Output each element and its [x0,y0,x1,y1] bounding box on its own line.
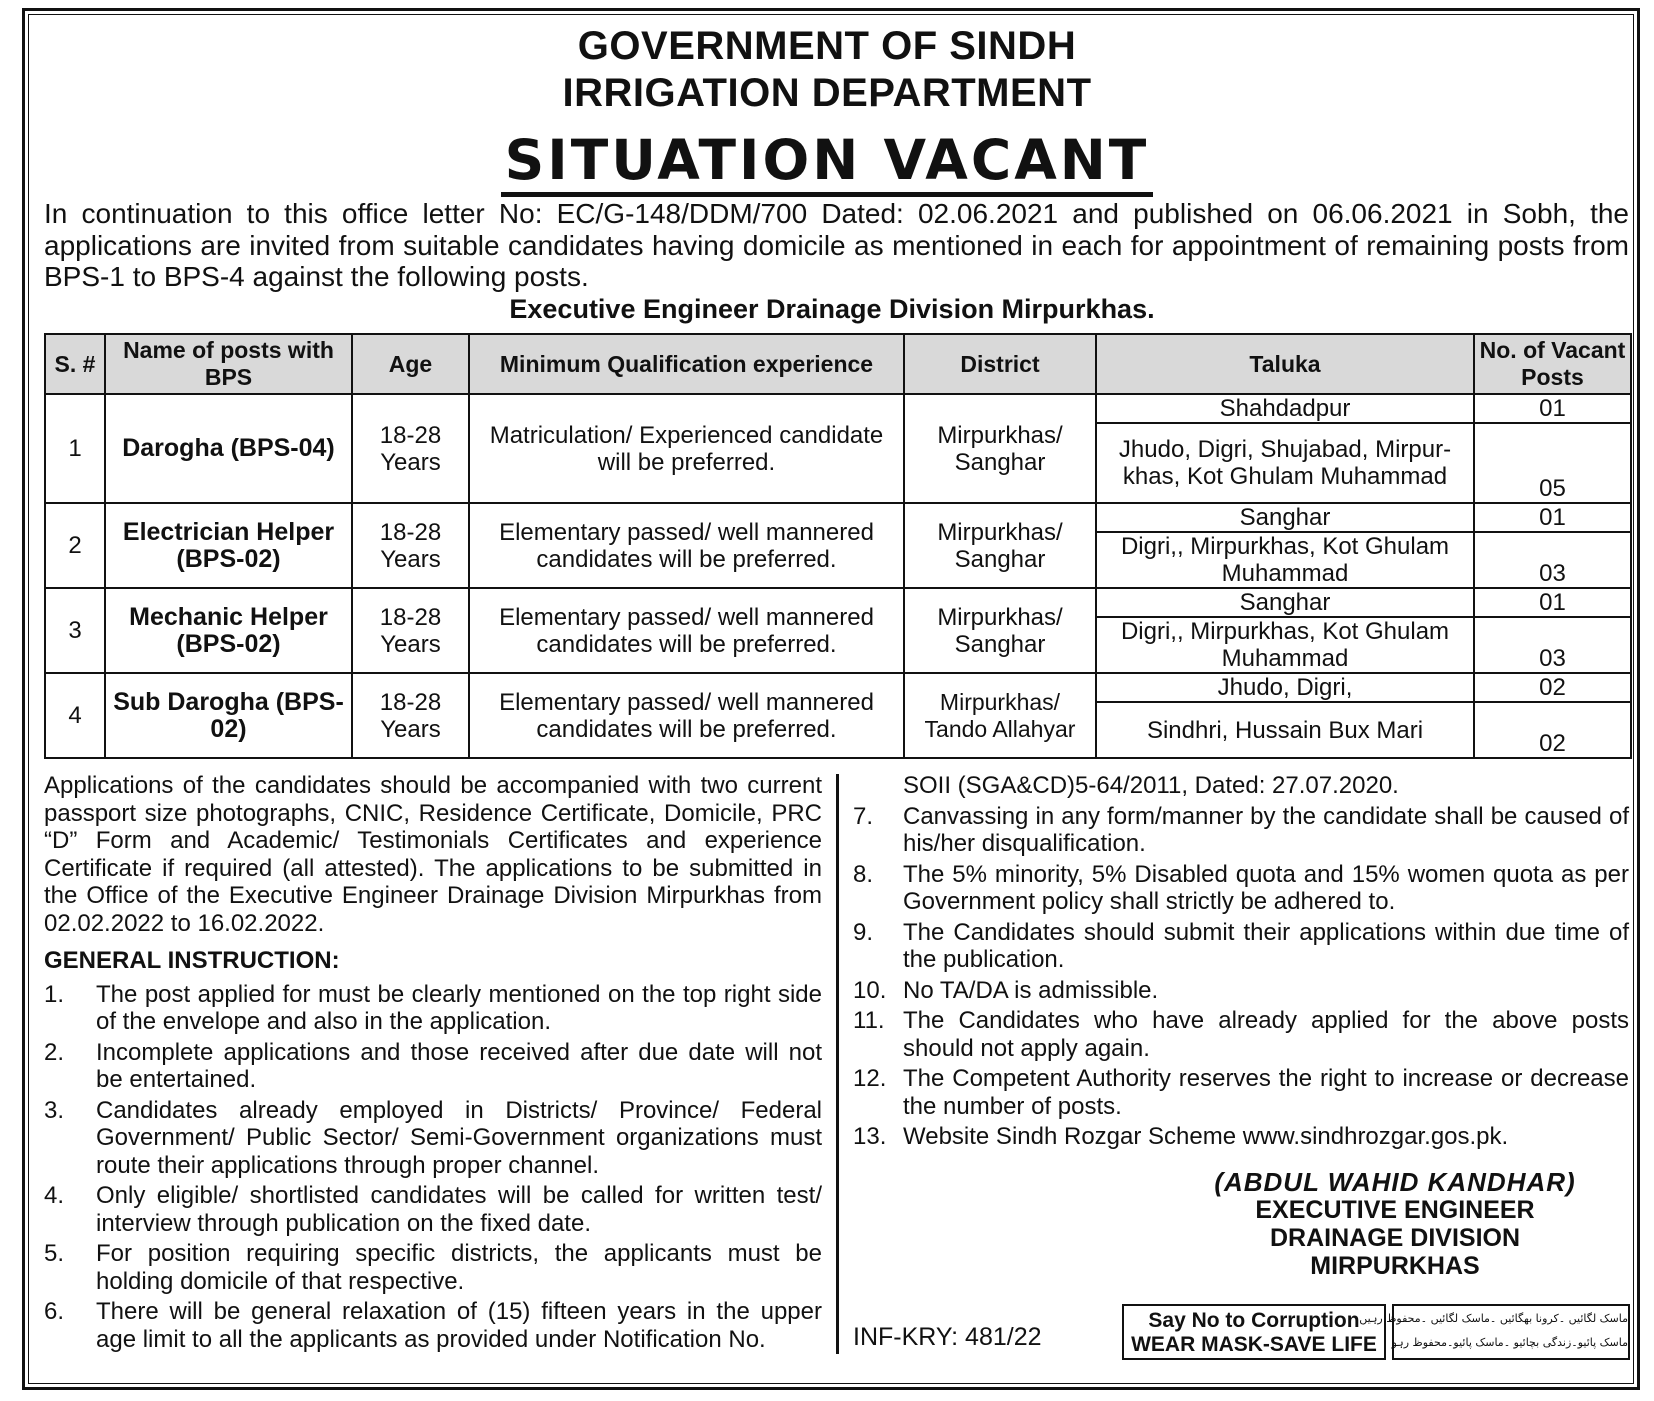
list-item-text: Incomplete applications and those received after due date will not be entertained. [96,1038,822,1093]
inf-kry-number: INF-KRY: 481/22 [853,1323,1042,1351]
urdu-message-box [1359,1304,1630,1360]
list-item-text: SOII (SGA&CD)5-64/2011, Dated: 27.07.2020. [903,772,1399,799]
row-age: 18-28 Years [352,503,469,588]
list-item-number: 9. [853,918,874,946]
row-district: Mirpurkhas/ Tando Allahyar [904,673,1096,758]
list-item-text: The Competent Authority reserves the right to increase or decrease the number of posts. [903,1065,1629,1120]
row-vacant: 03 [1474,617,1631,673]
col-header-post: Name of posts with BPS [105,334,352,394]
col-header-taluka: Taluka [1096,334,1474,394]
list-item-number: 12. [853,1065,887,1092]
col-header-qualification: Minimum Qualification experience [469,334,904,394]
list-item [44,1182,822,1237]
list-item-number: 13. [853,1123,887,1150]
row-taluka: Digri,, Mirpurkhas, Kot Ghulam Muhammad [1096,617,1474,673]
list-item-number: 11. [853,1007,885,1034]
row-vacant: 02 [1474,702,1631,758]
list-item [853,803,1629,858]
urdu-line2: ماسک پائیو۔زندگی بچائیو ۔ماسک پائیو۔محفوظ رہو [1391,1336,1628,1349]
row-taluka: Jhudo, Digri, [1096,673,1474,702]
row-vacant: 03 [1474,532,1631,588]
row-district: Mirpurkhas/ Sanghar [904,394,1096,503]
table-header-row [45,334,1631,394]
list-item-number: 7. [853,802,874,830]
list-item [853,977,1629,1005]
corruption-line2: WEAR MASK-SAVE LIFE [1131,1333,1377,1356]
row-post: Darogha (BPS-04) [105,394,352,503]
row-age: 18-28 Years [352,673,469,758]
list-item-text: For position requiring specific districts, the applicants must be holding domicile of that respective. [96,1240,822,1295]
row-post: Mechanic Helper (BPS-02) [105,588,352,673]
row-post: Electrician Helper (BPS-02) [105,503,352,588]
list-item-text: No TA/DA is admissible. [903,976,1159,1004]
general-instruction-title: GENERAL INSTRUCTION: [44,947,340,974]
list-item [44,981,822,1036]
list-item-text: Website Sindh Rozgar Scheme www.sindhrozgar.gos.pk. [903,1123,1509,1150]
row-qualification: Elementary passed/ well mannered candidates will be preferred. [469,503,904,588]
row-taluka: Jhudo, Digri, Shujabad, Mirpur-khas, Kot Ghulam Muhammad [1096,423,1474,503]
list-item [44,1240,822,1295]
division-heading: Executive Engineer Drainage Division Mirpurkhas. [509,294,1155,324]
row-taluka: Sanghar [1096,503,1474,532]
list-item-number: 5. [44,1240,65,1267]
row-vacant: 01 [1474,588,1631,617]
anti-corruption-box [1122,1304,1386,1360]
list-item [853,861,1629,916]
list-item-number: 8. [853,860,874,888]
urdu-line1: ماسک لگائیں ۔کرونا بھگائیں ۔ماسک لگائیں ۔محفوظ رہیں [1359,1312,1628,1325]
row-sno: 2 [45,503,105,588]
row-taluka: Sindhri, Hussain Bux Mari [1096,702,1474,758]
row-post: Sub Darogha (BPS-02) [105,673,352,758]
right-column [853,772,1629,1154]
row-vacant: 01 [1474,394,1631,423]
intro-paragraph: In continuation to this office letter No: EC/G-148/DDM/700 Dated: 02.06.2021 and published on 06.06.2021 in Sobh, the applications are invited from suitable candidates having domicile as mentioned in each for appointment of remaining posts from BPS-1 to BPS-4 against the following posts. [44,198,1629,292]
row-sno: 4 [45,673,105,758]
table-row [45,394,1631,423]
list-item-text: Candidates already employed in Districts/ Province/ Federal Government/ Public Sector/ Semi-Government organizations must route their applications through proper channel. [96,1096,822,1179]
row-vacant: 01 [1474,503,1631,532]
list-item [853,1065,1629,1120]
table-row [45,673,1631,702]
row-district: Mirpurkhas/ Sanghar [904,588,1096,673]
row-qualification: Elementary passed/ well mannered candidates will be preferred. [469,673,904,758]
row-age: 18-28 Years [352,394,469,503]
row-taluka: Sanghar [1096,588,1474,617]
list-item-text: Only eligible/ shortlisted candidates will be called for written test/ interview through publication on the fixed date. [96,1182,822,1237]
list-item-number: 3. [44,1096,65,1124]
table-row [45,503,1631,532]
signatory-designation: EXECUTIVE ENGINEER [1255,1196,1535,1224]
row-vacant: 05 [1474,423,1631,503]
row-taluka: Digri,, Mirpurkhas, Kot Ghulam Muhammad [1096,532,1474,588]
applications-paragraph: Applications of the candidates should be accompanied with two current passport size photographs, CNIC, Residence Certificate, Domicile, PRC “D” Form and Academic/ Testimonials Certificates and experience Certificate if required (all attested). The applications to be submitted in the Office of the Executive Engineer Drainage Division Mirpurkhas from 02.02.2022 to 16.02.2022. [44,772,822,937]
row-age: 18-28 Years [352,588,469,673]
col-header-sno: S. # [45,334,105,394]
row-sno: 3 [45,588,105,673]
signatory-location: MIRPURKHAS [1310,1252,1480,1280]
list-item-text: The Candidates who have already applied for the above posts should not apply again. [903,1007,1629,1062]
list-item-text: Canvassing in any form/manner by the candidate shall be caused of his/her disqualification. [903,802,1629,857]
list-item [44,1298,822,1353]
list-item-text: The Candidates should submit their applications within due time of the publication. [903,918,1629,973]
header-government: GOVERNMENT OF SINDH [577,24,1077,68]
signatory-name: (ABDUL WAHID KANDHAR) [1214,1167,1576,1197]
page-title: SITUATION VACANT [0,128,1654,192]
col-header-vacant: No. of Vacant Posts [1474,334,1631,394]
row-qualification: Matriculation/ Experienced candidate will be preferred. [469,394,904,503]
row-sno: 1 [45,394,105,503]
vacancy-table [44,333,1632,759]
row-taluka: Shahdadpur [1096,394,1474,423]
list-item [853,1007,1629,1062]
list-item-continued [853,772,1629,800]
row-district: Mirpurkhas/ Sanghar [904,503,1096,588]
list-item-text: The 5% minority, 5% Disabled quota and 15% women quota as per Government policy shall strictly be adhered to. [903,860,1629,915]
col-header-age: Age [352,334,469,394]
corruption-line1: Say No to Corruption [1148,1309,1360,1332]
list-item-number: 10. [853,976,887,1004]
list-item [44,1097,822,1180]
list-item-text: There will be general relaxation of (15) fifteen years in the upper age limit to all the applicants as provided under Notification No. [96,1298,822,1353]
row-vacant: 02 [1474,673,1631,702]
column-divider [836,774,839,1354]
list-item-number: 1. [44,980,65,1008]
list-item-number: 4. [44,1182,65,1209]
left-column [44,772,822,1356]
header-department: IRRIGATION DEPARTMENT [562,71,1092,115]
table-row [45,588,1631,617]
list-item-text: The post applied for must be clearly mentioned on the top right side of the envelope and also in the application. [96,980,822,1035]
row-qualification: Elementary passed/ well mannered candidates will be preferred. [469,588,904,673]
signatory-division: DRAINAGE DIVISION [1269,1224,1521,1252]
list-item [853,919,1629,974]
col-header-district: District [904,334,1096,394]
list-item-number: 2. [44,1038,65,1066]
list-item-number: 6. [44,1298,65,1325]
list-item [853,1123,1629,1151]
list-item [44,1039,822,1094]
signature-block [1160,1168,1630,1280]
